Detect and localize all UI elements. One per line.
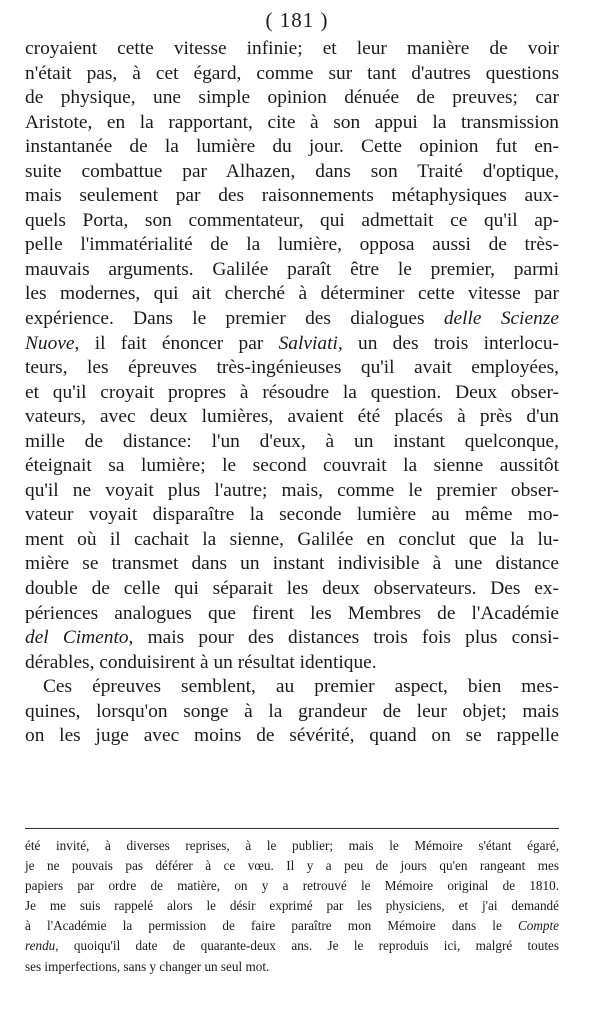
text-segment: à l'Académie la permission de faire paraître mon Mémoire dans le (25, 918, 502, 934)
footnote-line: papiers par ordre de matière, on y a retrouvé le Mémoire original de 1810. (25, 878, 559, 894)
footnote-rule (25, 828, 559, 829)
text-line: périences analogues que firent les Membres de l'Académie (25, 602, 559, 624)
text-line: double de celle qui séparait les deux observateurs. Des ex- (25, 578, 559, 600)
italic-name: del Cimento, (25, 627, 134, 649)
text-segment: , il fait énoncer par (74, 332, 264, 354)
text-line: on les juge avec moins de sévérité, quand on se rappelle (25, 725, 559, 747)
italic-title: Compte (517, 918, 559, 934)
text-line: de physique, une simple opinion dénuée de preuves; car (25, 87, 559, 109)
italic-title: Nuove (25, 332, 75, 354)
text-line: les modernes, qui ait cherché à déterminer cette vitesse par (25, 283, 559, 305)
footnote-line (25, 936, 559, 956)
text-line: ment où il cachait la sienne, Galilée en conclut que la lu- (25, 528, 559, 550)
italic-title: delle Scienze (443, 308, 559, 330)
footnote-line: Je me suis rappelé alors le désir exprimé par les physiciens, et j'ai demandé (25, 898, 559, 914)
page-number: ( 181 ) (265, 8, 329, 32)
footnote-line: je ne pouvais pas déférer à ce vœu. Il y a peu de jours qu'en rangeant mes (25, 858, 559, 874)
text-segment: un des trois interlocu- (358, 332, 559, 354)
text-line: suite combattue par Alhazen, dans son Traité d'optique, (25, 160, 559, 182)
footnote-line (25, 916, 559, 936)
text-line: mille de distance: l'un d'eux, à un instant quelconque, (25, 430, 559, 452)
text-line: Ces épreuves semblent, au premier aspect, bien mes- (43, 676, 559, 698)
text-line: vateurs, avec deux lumières, avaient été placés à près d'un (25, 406, 559, 428)
italic-name: Salviati, (278, 332, 343, 354)
main-text (25, 37, 559, 749)
footnote-line: ses imperfections, sans y changer un seul mot. (25, 958, 270, 974)
text-segment: mais pour des distances trois fois plus consi- (147, 627, 559, 649)
text-line: pelle l'immatérialité de la lumière, opposa aussi de très- (25, 234, 559, 256)
text-segment: expérience. Dans le premier des dialogues (25, 308, 425, 330)
text-line: vateur voyait disparaître la seconde lumière au même mo- (25, 504, 559, 526)
text-line: dérables, conduisirent à un résultat identique. (25, 651, 377, 673)
text-line: instantanée de la lumière du jour. Cette opinion fut en- (25, 136, 559, 158)
text-line: quines, lorsqu'on songe à la grandeur de leur objet; mais (25, 700, 559, 722)
footnote-line: été invité, à diverses reprises, à le publier; mais le Mémoire s'étant égaré, (25, 838, 559, 853)
text-line (25, 307, 559, 332)
text-segment: quoiqu'il date de quarante-deux ans. Je le reproduis ici, malgré toutes (73, 938, 560, 954)
text-line: qu'il ne voyait plus l'autre; mais, comme le premier obser- (25, 479, 559, 501)
text-line: Aristote, en la rapportant, cite à son appui la transmission (25, 111, 559, 133)
text-line: et qu'il croyait propres à résoudre la question. Deux obser- (25, 381, 559, 403)
text-line (25, 332, 559, 357)
text-line: teurs, les épreuves très-ingénieuses qu'il avait employées, (25, 357, 559, 379)
text-line: éteignait sa lumière; le second couvrait la sienne aussitôt (25, 455, 559, 477)
text-line: mière se transmet dans un instant indivisible à une distance (25, 553, 559, 575)
footnote (25, 836, 559, 977)
text-line: mais seulement par des raisonnements métaphysiques aux- (25, 185, 559, 207)
text-line: mauvais arguments. Galilée paraît être le premier, parmi (25, 258, 559, 280)
text-line (25, 626, 559, 651)
italic-title: rendu, (25, 938, 59, 954)
text-line: croyaient cette vitesse infinie; et leur manière de voir (25, 38, 559, 59)
text-line: quels Porta, son commentateur, qui admettait ce qu'il ap- (25, 209, 559, 231)
text-line: n'était pas, à cet égard, comme sur tant d'autres questions (25, 62, 559, 84)
